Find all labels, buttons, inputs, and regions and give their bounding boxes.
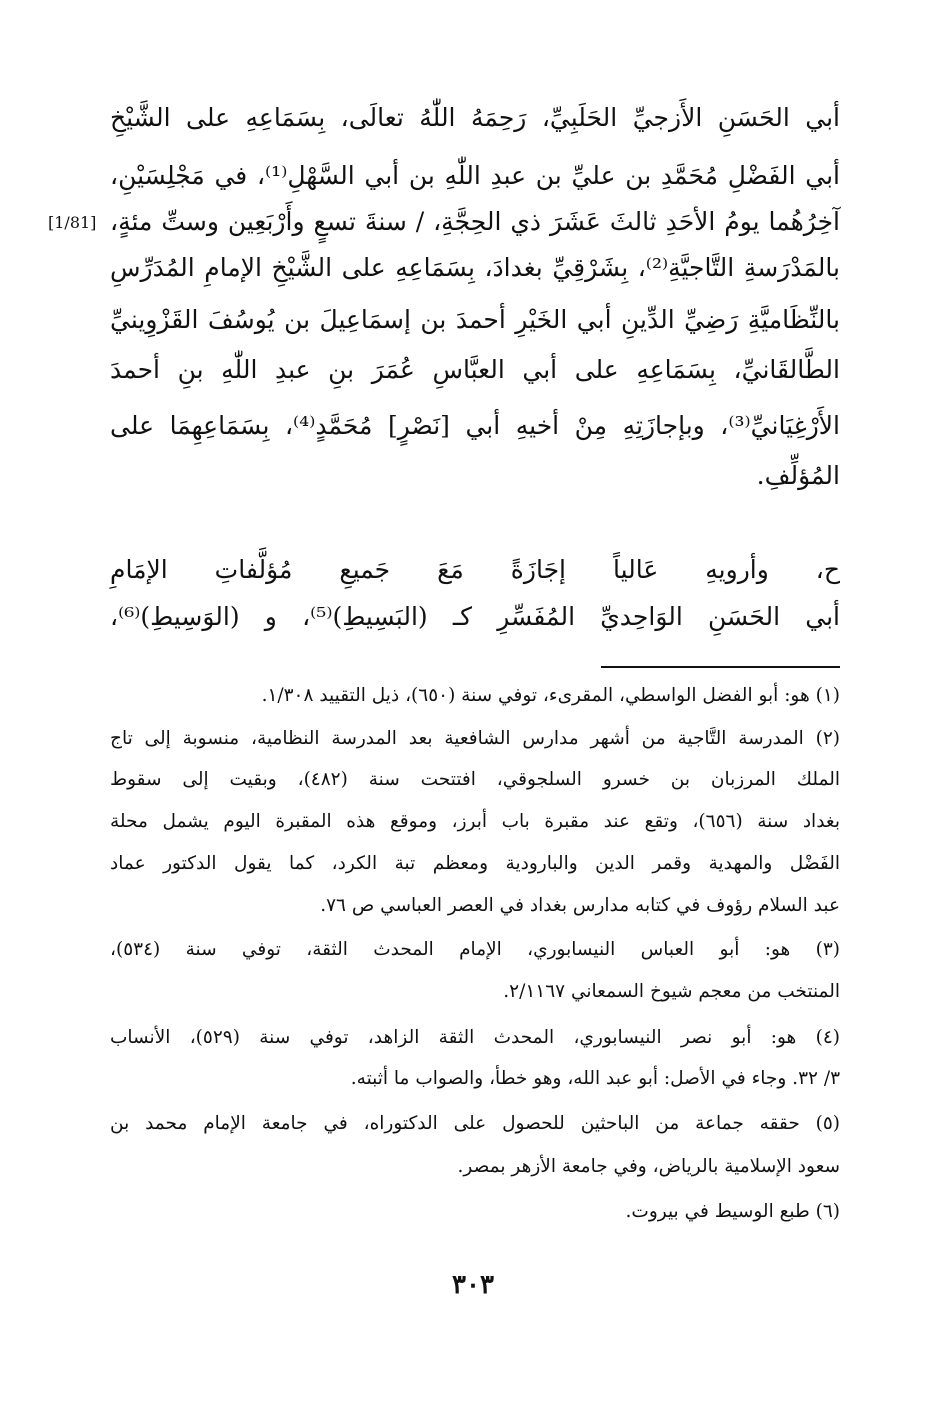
main-text-line-7: الأَرْغِيَانيِّ⁽³⁾، وبإجازَتِهِ مِنْ أخيهِ أبي [نَصْرٍ] مُحَمَّدٍ⁽⁴⁾، بِسَمَاعِهِمَا على <box>110 411 840 440</box>
footnote-2-line-3: بغداد سنة (٦٥٦)، وتقع عند مقبرة باب أبرز، وموقع هذه المقبرة اليوم يشمل محلة <box>110 811 840 832</box>
margin-page-reference: [1/81] <box>48 213 97 232</box>
paragraph-2-line-2: أبي الحَسَنِ الوَاحِديِّ المُفَسِّرِ كـ (البَسِيطِ)⁽⁵⁾، و (الوَسِيطِ)⁽⁶⁾، <box>110 602 840 631</box>
main-text-line-3: آخِرُهُما يومُ الأحَدِ ثالثَ عَشَرَ ذي الحِجَّةِ، / سنةَ تسعٍ وأَرْبَعِين وستِّ مئةٍ، <box>110 207 840 236</box>
main-text-line-4: بالمَدْرَسةِ التَّاجيَّةِ⁽²⁾، بِشَرْقِيِّ بغدادَ، بِسَمَاعِهِ على الشَّيْخِ الإمامِ المُدَرِّسِ <box>110 253 840 282</box>
main-text-line-2: أبي الفَضْلِ مُحَمَّدِ بن عليِّ بن عبدِ اللّٰهِ بن أبي السَّهْلِ⁽¹⁾، في مَجْلِسَيْنِ، <box>110 161 840 190</box>
footnote-6: (٦) طبع الوسيط في بيروت. <box>625 1201 840 1222</box>
footnote-2-line-5: عبد السلام رؤوف في كتابه مدارس بغداد في العصر العباسي ص ٧٦. <box>320 895 840 916</box>
footnote-separator <box>601 666 840 668</box>
footnote-3-line-2: المنتخب من معجم شيوخ السمعاني ٢/١١٦٧. <box>503 981 840 1002</box>
footnote-2-line-2: الملك المرزبان بن خسرو السلجوقي، افتتحت سنة (٤٨٢)، وبقيت إلى سقوط <box>110 769 840 790</box>
footnote-3-line-1: (٣) هو: أبو العباس النيسابوري، الإمام المحدث الثقة، توفي سنة (٥٣٤)، <box>110 939 840 960</box>
footnote-5-line-2: سعود الإسلامية بالرياض، وفي جامعة الأزهر بمصر. <box>457 1156 840 1177</box>
footnote-1: (١) هو: أبو الفضل الواسطي، المقرىء، توفي سنة (٦٥٠)، ذيل التقييد ١/٣٠٨. <box>261 685 840 706</box>
footnote-2-line-4: الفَضْل والمهدية وقمر الدين والبارودية ومعظم تبة الكرد، كما يقول الدكتور عماد <box>110 853 840 874</box>
footnote-4-line-2: ٣/ ٣٢. وجاء في الأصل: أبو عبد الله، وهو خطأ، والصواب ما أثبته. <box>350 1068 840 1089</box>
main-text-line-6: الطَّالقَانيِّ، بِسَمَاعِهِ على أبي العبَّاسِ عُمَرَ بنِ عبدِ اللّٰهِ بنِ أحمدَ <box>110 355 840 384</box>
footnote-4-line-1: (٤) هو: أبو نصر النيسابوري، المحدث الثقة الزاهد، توفي سنة (٥٢٩)، الأنساب <box>110 1027 840 1048</box>
footnote-2-line-1: (٢) المدرسة التَّاجية من أشهر مدارس الشافعية بعد المدرسة النظامية، منسوبة إلى تاج <box>110 728 840 749</box>
main-text-line-1: أبي الحَسَنِ الأَزجيِّ الحَلَبِيِّ، رَحِمَهُ اللّٰهُ تعالَى، بِسَمَاعِهِ على الشَّيْخِ <box>110 103 840 132</box>
paragraph-2-line-1: ح، وأرويهِ عَالياً إجَازَةً مَعَ جَميعِ مُؤلَّفاتِ الإمَامِ <box>110 555 840 584</box>
main-text-line-5: بالنِّظَاميَّةِ رَضِيِّ الدِّينِ أبي الخَيْرِ أحمدَ بن إسمَاعِيلَ بن يُوسُفَ القَزْوِينيِّ <box>110 305 840 334</box>
footnote-5-line-1: (٥) حققه جماعة من الباحثين للحصول على الدكتوراه، في جامعة الإمام محمد بن <box>110 1113 840 1134</box>
main-text-line-8: المُؤلِّفِ. <box>756 461 840 490</box>
page-number: ٣٠٣ <box>452 1270 494 1300</box>
